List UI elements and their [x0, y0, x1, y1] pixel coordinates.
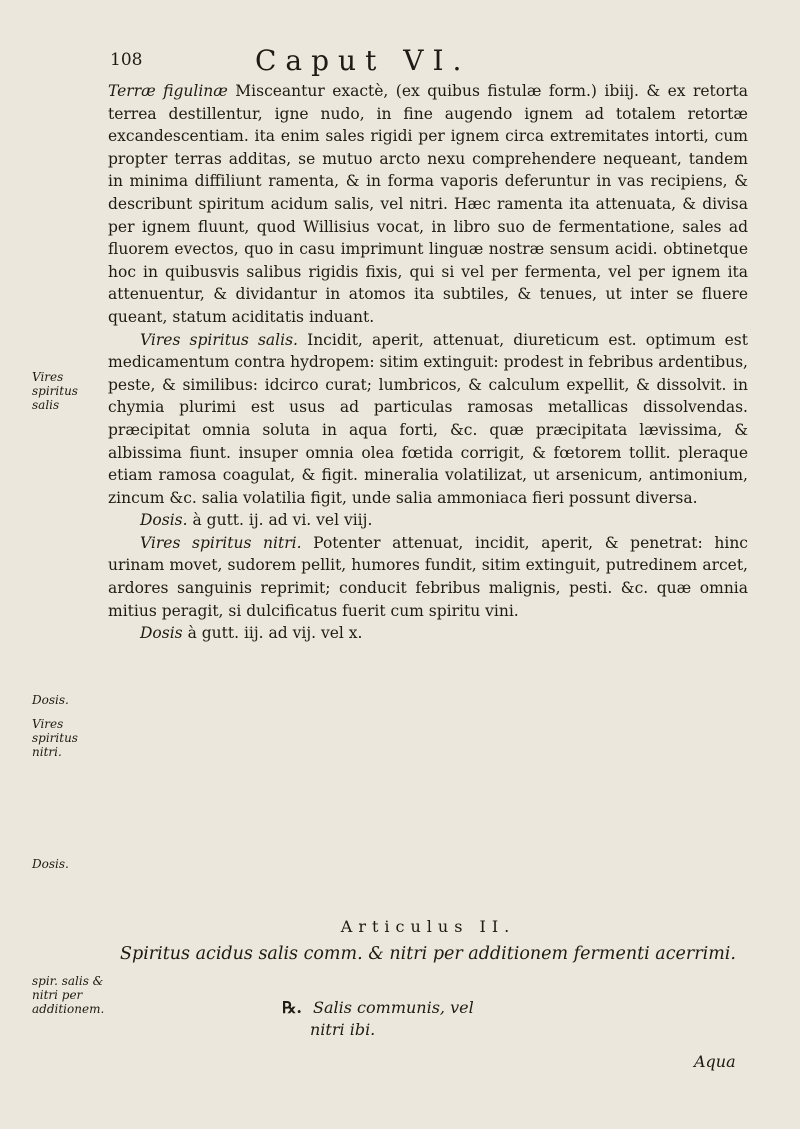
- paragraph-vires-nitri: [108, 532, 748, 622]
- paragraph-preparation: [108, 80, 748, 329]
- catchword: Aqua: [694, 1052, 736, 1071]
- running-head: Caput VI.: [255, 44, 471, 77]
- recipe: [282, 997, 582, 1041]
- recipe-symbol: ℞.: [282, 998, 302, 1017]
- article-heading: Articulus II.: [340, 917, 516, 936]
- paragraph-vires-salis-lead: Vires spiritus salis.: [140, 330, 298, 349]
- paragraph-preparation-text: Misceantur exactè, (ex quibus fistulæ form.) ibiij. & ex retorta terrea destillentur, igne nudo, in fine augendo ignem ad totalem retortæ excandescentiam. ita enim sales rigidi per ignem circa extremitates intorti, cum propter terras additas, se mutuo arcto nexu comprehendere nequeant, tandem in minima diffiliunt ramenta, & in forma vaporis deferuntur in vas recipiens, & describunt spiritum acidum salis, vel nitri. Hæc ramenta ita attenuata, & divisa per ignem fluunt, quod Willisius vocat, in libro suo de fermentatione, sales ad fluorem evectos, quo in casu imprimunt linguæ nostræ sensum acidi. obtinetque hoc in quibusvis salibus rigidis fixis, qui si vel per fermenta, vel per ignem ita attenuentur, & dividantur in atomos ita subtiles, & tenues, ut inter se fluere queant, statum aciditatis induant.: [108, 82, 748, 326]
- paragraph-vires-nitri-lead: Vires spiritus nitri.: [140, 533, 302, 552]
- margin-note-vires-salis: Vires spiritus salis: [32, 370, 78, 412]
- margin-note-dosis-1: Dosis.: [32, 693, 69, 707]
- dose-salis-label: Dosis.: [140, 511, 188, 530]
- dose-nitri: [108, 622, 748, 645]
- recipe-line-1: [282, 997, 582, 1019]
- paragraph-vires-salis: [108, 329, 748, 510]
- margin-note-vires-nitri: Vires spiritus nitri.: [32, 717, 78, 759]
- dose-salis-value: à gutt. ij. ad vi. vel viij.: [192, 511, 373, 530]
- paragraph-vires-nitri-text: Potenter attenuat, incidit, aperit, & penetrat: hinc urinam movet, sudorem pellit, humores fundit, sitim extinguit, putredinem arcet, ardores sanguinis reprimit; conducit febribus malignis, pesti. &c. quæ omnia mitius peragit, si dulcificatus fuerit cum spiritu vini.: [108, 533, 748, 620]
- margin-note-dosis-2: Dosis.: [32, 857, 69, 871]
- dose-nitri-label: Dosis: [140, 624, 183, 643]
- page-header: [100, 44, 740, 84]
- main-text: [108, 80, 748, 645]
- article-title: Spiritus acidus salis comm. & nitri per additionem fermenti acerrimi.: [120, 944, 736, 964]
- dose-salis: [108, 509, 748, 532]
- recipe-line-2: nitri ibi.: [310, 1020, 376, 1039]
- paragraph-vires-salis-text: Incidit, aperit, attenuat, diureticum est. optimum est medicamentum contra hydropem: sitim extinguit: prodest in febribus ardentibus, peste, & similibus: idcirco curat; lumbricos, & calculum expellit, & dissolvit. in chymia plurimi est usus ad particulas ramosas metallicas dissolvendas. præcipitat omnia soluta in aqua forti, &c. quæ præcipitata lævissima, & albissima fiunt. insuper omnia olea fœtida corrigit, & fœtorem tollit. pleraque etiam ramosa coagulat, & figit. mineralia volatilizat, ut arsenicum, antimonium, zincum &c. salia volatilia figit, unde salia ammoniaca fieri possunt diversa.: [108, 330, 748, 507]
- paragraph-preparation-lead: Terræ figulinæ: [108, 82, 228, 100]
- margin-note-spir-salis: spir. salis & nitri per additionem.: [32, 974, 105, 1016]
- page-number: 108: [110, 50, 143, 70]
- dose-nitri-value: à gutt. iij. ad vij. vel x.: [187, 624, 363, 643]
- recipe-line-1-text: Salis communis, vel: [313, 998, 474, 1017]
